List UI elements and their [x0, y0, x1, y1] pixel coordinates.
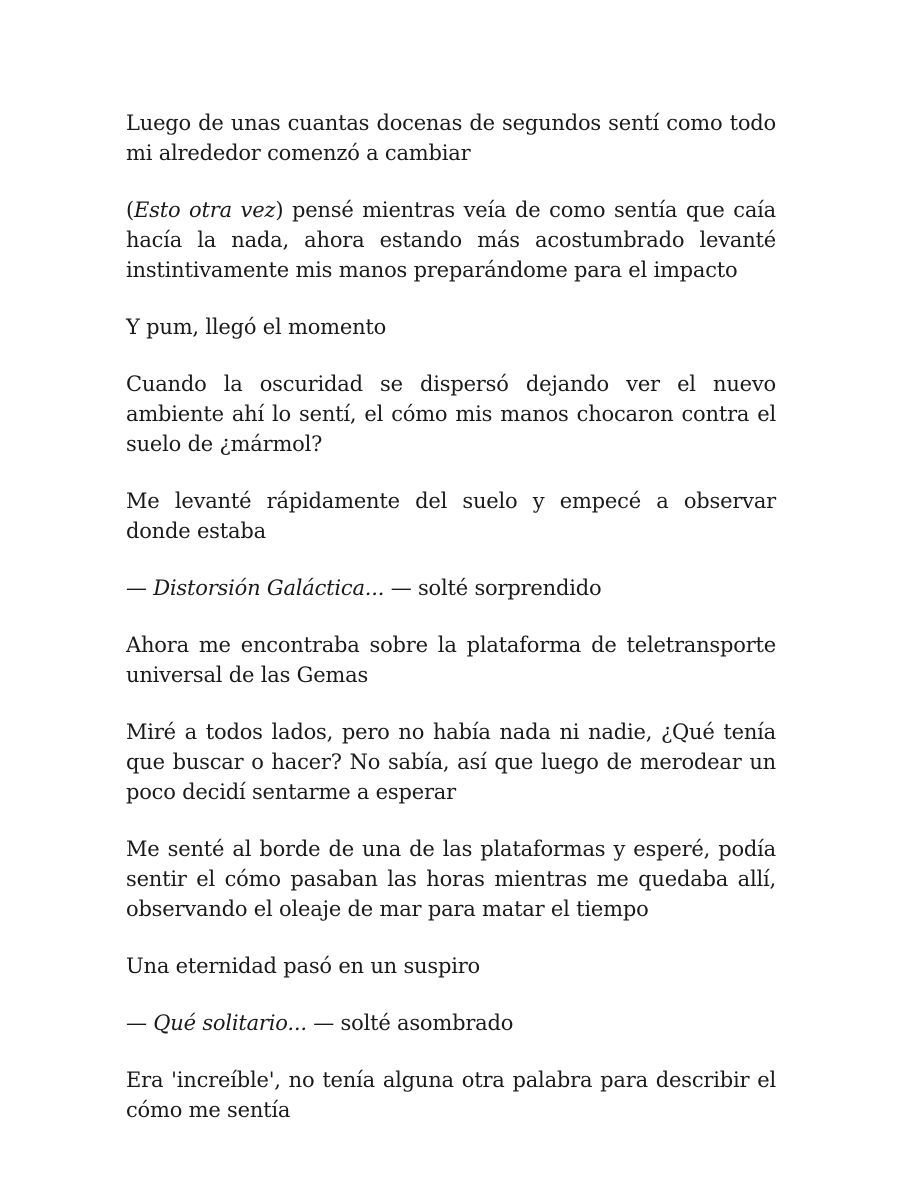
- paragraph-9: [126, 834, 776, 924]
- dialogue-tag: — solté asombrado: [306, 1011, 514, 1035]
- paragraph-text: Me levanté rápidamente del suelo y empecé a observar donde estaba: [126, 489, 776, 543]
- dialogue-line-1: [126, 573, 776, 603]
- paragraph-text: ) pensé mientras veía de como sentía que caía hacía la nada, ahora estando más acostumbrado levanté instintivamente mis manos preparándome para el impacto: [126, 198, 777, 282]
- dialogue-line-2: [126, 1008, 776, 1038]
- paragraph-text: Luego de unas cuantas docenas de segundos sentí como todo mi alrededor comenzó a cambiar: [126, 111, 776, 165]
- italic-thought-text: Esto otra vez: [134, 198, 276, 222]
- paragraph-text: Me senté al borde de una de las plataformas y esperé, podía sentir el cómo pasaban las horas mientras me quedaba allí, observando el oleaje de mar para matar el tiempo: [126, 837, 776, 921]
- paragraph-4: [126, 369, 776, 459]
- paragraph-text: Era 'increíble', no tenía alguna otra palabra para describir el cómo me sentía: [126, 1068, 776, 1122]
- dialogue-tag: — solté sorprendido: [384, 576, 602, 600]
- paragraph-8: [126, 717, 776, 807]
- paragraph-text: Cuando la oscuridad se dispersó dejando ver el nuevo ambiente ahí lo sentí, el cómo mis manos chocaron contra el suelo de ¿mármol?: [126, 372, 776, 456]
- italic-dialogue-text: Distorsión Galáctica...: [153, 576, 385, 600]
- italic-dialogue-text: Qué solitario...: [153, 1011, 307, 1035]
- paragraph-text: Una eternidad pasó en un suspiro: [126, 954, 481, 978]
- dialogue-dash: —: [126, 1011, 154, 1035]
- paragraph-10: [126, 951, 776, 981]
- paragraph-text: Ahora me encontraba sobre la plataforma de teletransporte universal de las Gemas: [126, 633, 776, 687]
- paragraph-5: [126, 486, 776, 546]
- paragraph-7: [126, 630, 776, 690]
- paragraph-12: [126, 1065, 776, 1125]
- paragraph-2: [126, 195, 776, 285]
- paragraph-text: Miré a todos lados, pero no había nada ni nadie, ¿Qué tenía que buscar o hacer? No sabía, así que luego de merodear un poco decidí sentarme a esperar: [126, 720, 776, 804]
- document-body: [126, 108, 776, 1152]
- paragraph-1: [126, 108, 776, 168]
- paragraph-3: [126, 312, 776, 342]
- paragraph-text: Y pum, llegó el momento: [126, 315, 387, 339]
- paragraph-text: (: [126, 198, 134, 222]
- dialogue-dash: —: [126, 576, 154, 600]
